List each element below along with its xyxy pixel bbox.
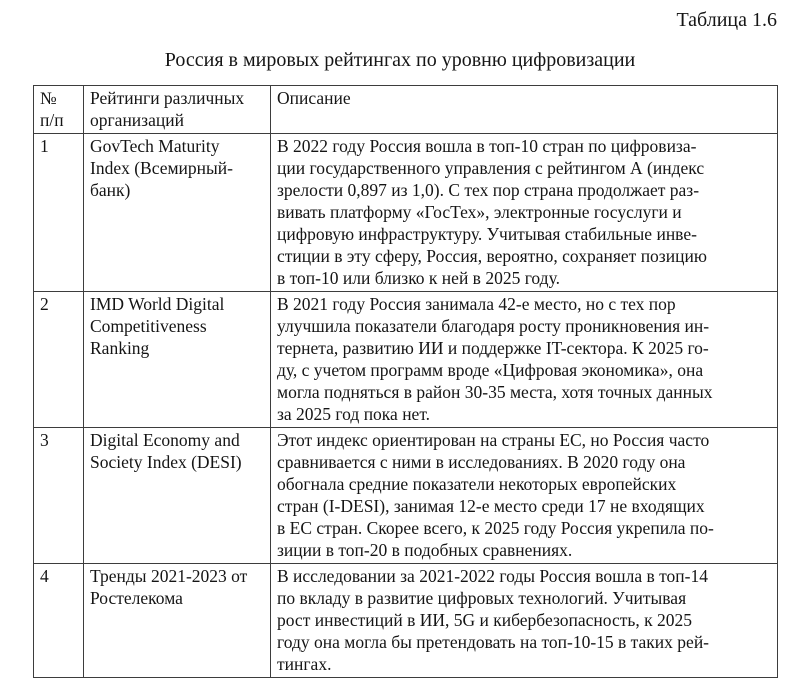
table-number-label: Таблица 1.6: [676, 9, 777, 31]
rating-name-cell: Digital Economy and Society Index (DESI): [84, 428, 271, 564]
row-number-cell: 2: [34, 292, 84, 428]
row-number-cell: 4: [34, 564, 84, 678]
table-row: [34, 292, 778, 428]
table-row: [34, 428, 778, 564]
row-number-cell: 1: [34, 134, 84, 292]
ratings-table: [33, 85, 778, 678]
column-header-num: № п/п: [34, 86, 84, 134]
table-header-row: [34, 86, 778, 134]
table-row: [34, 134, 778, 292]
rating-name-cell: Тренды 2021-2023 от Ростелекома: [84, 564, 271, 678]
description-cell: В 2021 году Россия занимала 42-е место, но с тех пор улучшила показатели благодаря росту проникновения ин- тернета, развитию ИИ и поддержке IT-сектора. К 2025 го- ду, с учетом программ вроде «Цифровая экономика», она могла подняться в район 30-35 места, хотя точных данных за 2025 год пока нет.: [271, 292, 778, 428]
column-header-rating: Рейтинги различных организаций: [84, 86, 271, 134]
description-cell: В 2022 году Россия вошла в топ-10 стран по цифровиза- ции государственного управления с рейтингом А (индекс зрелости 0,897 из 1,0). С тех пор страна продолжает раз- вивать платформу «ГосТех», электронные госуслуги и цифровую инфраструктуру. Учитывая стабильные инве- стиции в эту сферу, Россия, вероятно, сохраняет позицию в топ-10 или близко к ней в 2025 году.: [271, 134, 778, 292]
description-cell: Этот индекс ориентирован на страны ЕС, но Россия часто сравнивается с ними в исследованиях. В 2020 году она обогнала средние показатели некоторых европейских стран (I-DESI), занимая 12-е место среди 17 не входящих в ЕС стран. Скорее всего, к 2025 году Россия укрепила по- зиции в топ-20 в подобных сравнениях.: [271, 428, 778, 564]
page-title: Россия в мировых рейтингах по уровню цифровизации: [164, 49, 636, 71]
rating-name-cell: IMD World Digital Competitiveness Ranking: [84, 292, 271, 428]
description-cell: В исследовании за 2021-2022 годы Россия вошла в топ-14 по вкладу в развитие цифровых технологий. Учитывая рост инвестиций в ИИ, 5G и кибербезопасность, к 2025 году она могла бы претендовать на топ-10-15 в таких рей- тингах.: [271, 564, 778, 678]
rating-name-cell: GovTech Maturity Index (Всемирный- банк): [84, 134, 271, 292]
column-header-description: Описание: [271, 86, 778, 134]
table-row: [34, 564, 778, 678]
row-number-cell: 3: [34, 428, 84, 564]
